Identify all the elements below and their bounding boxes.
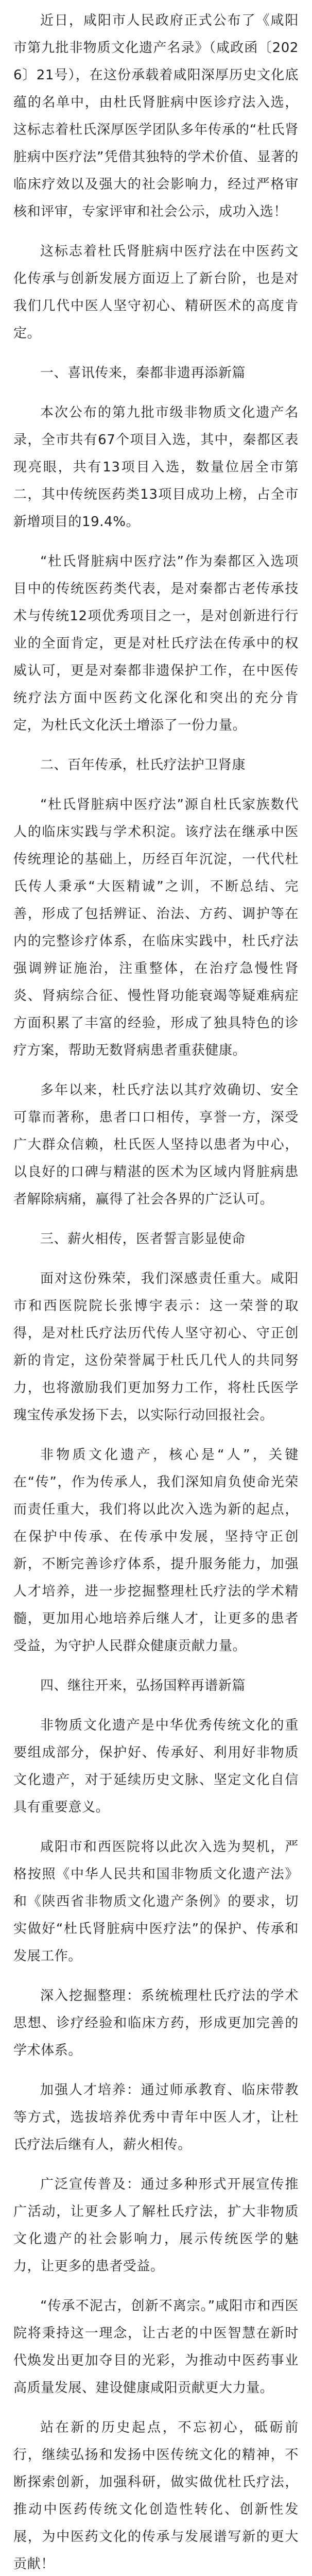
honor-paragraph: 这标志着杜氏肾脏病中医疗法在中医药文化传承与创新发展方面迈上了新台阶，也是对我们几代中医人坚守初心、精研医术的高度肯定。 (13, 244, 299, 341)
section-1-paragraph-2: “杜氏肾脏病中医疗法”作为秦都区入选项目中的传统医药类代表，是对秦都古老传承技术与传统12项优秀项目之一，是对创新进行行业的全面肯定，更是对杜氏疗法在传承中的权威认可，更是对秦都非遗保护工作，在中医传统疗法方面中医药文化深化和突出的充分肯定，为杜氏文化沃土增添了一份力量。 (13, 554, 299, 733)
section-4-paragraph-4: 加强人才培养：通过师承教育、临床带教等方式，选拔培养优秀中青年中医人才，让杜氏疗法后继有人，薪火相传。 (13, 2082, 299, 2153)
section-2-paragraph-1: “杜氏肾脏病中医疗法”源自杜氏家族数代人的临床实践与学术积淀。该疗法在继承中医传统理论的基础上，历经百年沉淀，一代代杜氏传人秉承“大医精诚”之训，不断总结、完善，形成了包括辨证、治法、方药、调护等在内的完整诊疗体系，在临床实践中，杜氏疗法强调辨证施治，注重整体，在治疗急慢性肾炎、肾病综合征、慢性肾功能衰竭等疑难病症方面积累了丰富的经验，形成了独具特色的诊疗方案，帮助无数肾病患者重获健康。 (13, 797, 299, 1058)
section-3-paragraph-2: 非物质文化遗产，核心是“人”，关键在“传”，作为传承人，我们深知肩负使命光荣而责任重大，我们将以此次入选为新的起点，在保护中传承、在传承中发展，坚持守正创新，不断完善诊疗体系，提升服务能力，加强人才培养，进一步挖掘整理杜氏疗法的学术精髓，更加用心地培养后继人才，让更多的患者受益，为守护人民群众健康贡献力量。 (13, 1447, 299, 1654)
section-4-paragraph-7: 站在新的历史起点，不忘初心，砥砺前行，继续弘扬和发扬中医传统文化的精神，不断探索创新，加强科研，做实做优杜氏疗法，推动中医药传统文化创造性转化、创新性发展，为中医药文化的传承与发展谱写新的更大贡献！ (13, 2420, 299, 2572)
section-1-paragraph-1: 本次公布的第九批市级非物质文化遗产名录，全市共有67个项目入选，其中，秦都区表现亮眼，共有13项目入选，数量位居全市第二，其中传统医药类13项目成功上榜，占全市新增项目的19.4%。 (13, 405, 299, 530)
section-4-paragraph-1: 非物质文化遗产是中华优秀传统文化的重要组成部分，保护好、传承好、利用好非物质文化遗产，对于延续历史文脉、坚定文化自信具有重要意义。 (13, 1718, 299, 1815)
section-3-paragraph-1: 面对这份殊荣，我们深感责任重大。咸阳市和西医院院长张博宇表示：这一荣誉的取得，是对杜氏疗法历代传人坚守初心、守正创新的肯定，这份荣誉属于杜氏几代人的共同努力，也将激励我们更加努力工作，将杜氏医学瑰宝传承发扬下去，以实际行动回报社会。 (13, 1271, 299, 1423)
section-4-paragraph-5: 广泛宣传普及：通过多种形式开展宣传推广活动，让更多人了解杜氏疗法，扩大非物质文化遗产的社会影响力，展示传统医学的魅力，让更多的患者受益。 (13, 2177, 299, 2274)
intro-paragraph: 近日，咸阳市人民政府正式公布了《咸阳市第九批非物质文化遗产名录》（咸政函〔2026〕21号），在这份承载着咸阳深厚历史文化底蕴的名单中，由杜氏肾脏病中医诊疗法入选，这标志着杜氏深厚医学团队多年传承的“杜氏肾脏病中医疗法”凭借其独特的学术价值、显著的临床疗效以及强大的社会影响力，经过严格审核和评审，专家评审和社会公示，成功入选！ (13, 13, 299, 219)
section-3-heading: 三、薪火相传，医者誓言影显使命 (40, 1231, 246, 1247)
section-4-paragraph-6: “传承不泥古，创新不离宗。”咸阳市和西医院将秉持这一理念，让古老的中医智慧在新时代焕发出更加夺目的光彩，为推动中医药事业高质量发展、建设健康咸阳贡献更大力量。 (13, 2298, 299, 2396)
section-4-paragraph-2: 咸阳市和西医院将以此次入选为契机，严格按照《中华人民共和国非物质文化遗产法》和《陕西省非物质文化遗产条例》的要求，切实做好“杜氏肾脏病中医疗法”的保护、传承和发展工作。 (13, 1839, 299, 1964)
section-4-heading: 四、继往开来，弘扬国粹再谱新篇 (40, 1678, 246, 1693)
section-1-heading: 一、喜讯传来，秦都非遗再添新篇 (40, 365, 246, 381)
section-2-heading: 二、百年传承，杜氏疗法护卫肾康 (40, 757, 246, 773)
section-4-paragraph-3: 深入挖掘整理：系统梳理杜氏疗法的学术思想、诊疗经验和临床方药，形成更加完善的学术体系。 (13, 1988, 299, 2058)
section-2-paragraph-2: 多年以来，杜氏疗法以其疗效确切、安全可靠而著称，患者口口相传，享誉一方，深受广大群众信赖，杜氏医人坚持以患者为中心，以良好的口碑与精湛的医术为区域内肾脏病患者解除病痛，赢得了社会各界的广泛认可。 (13, 1082, 299, 1207)
